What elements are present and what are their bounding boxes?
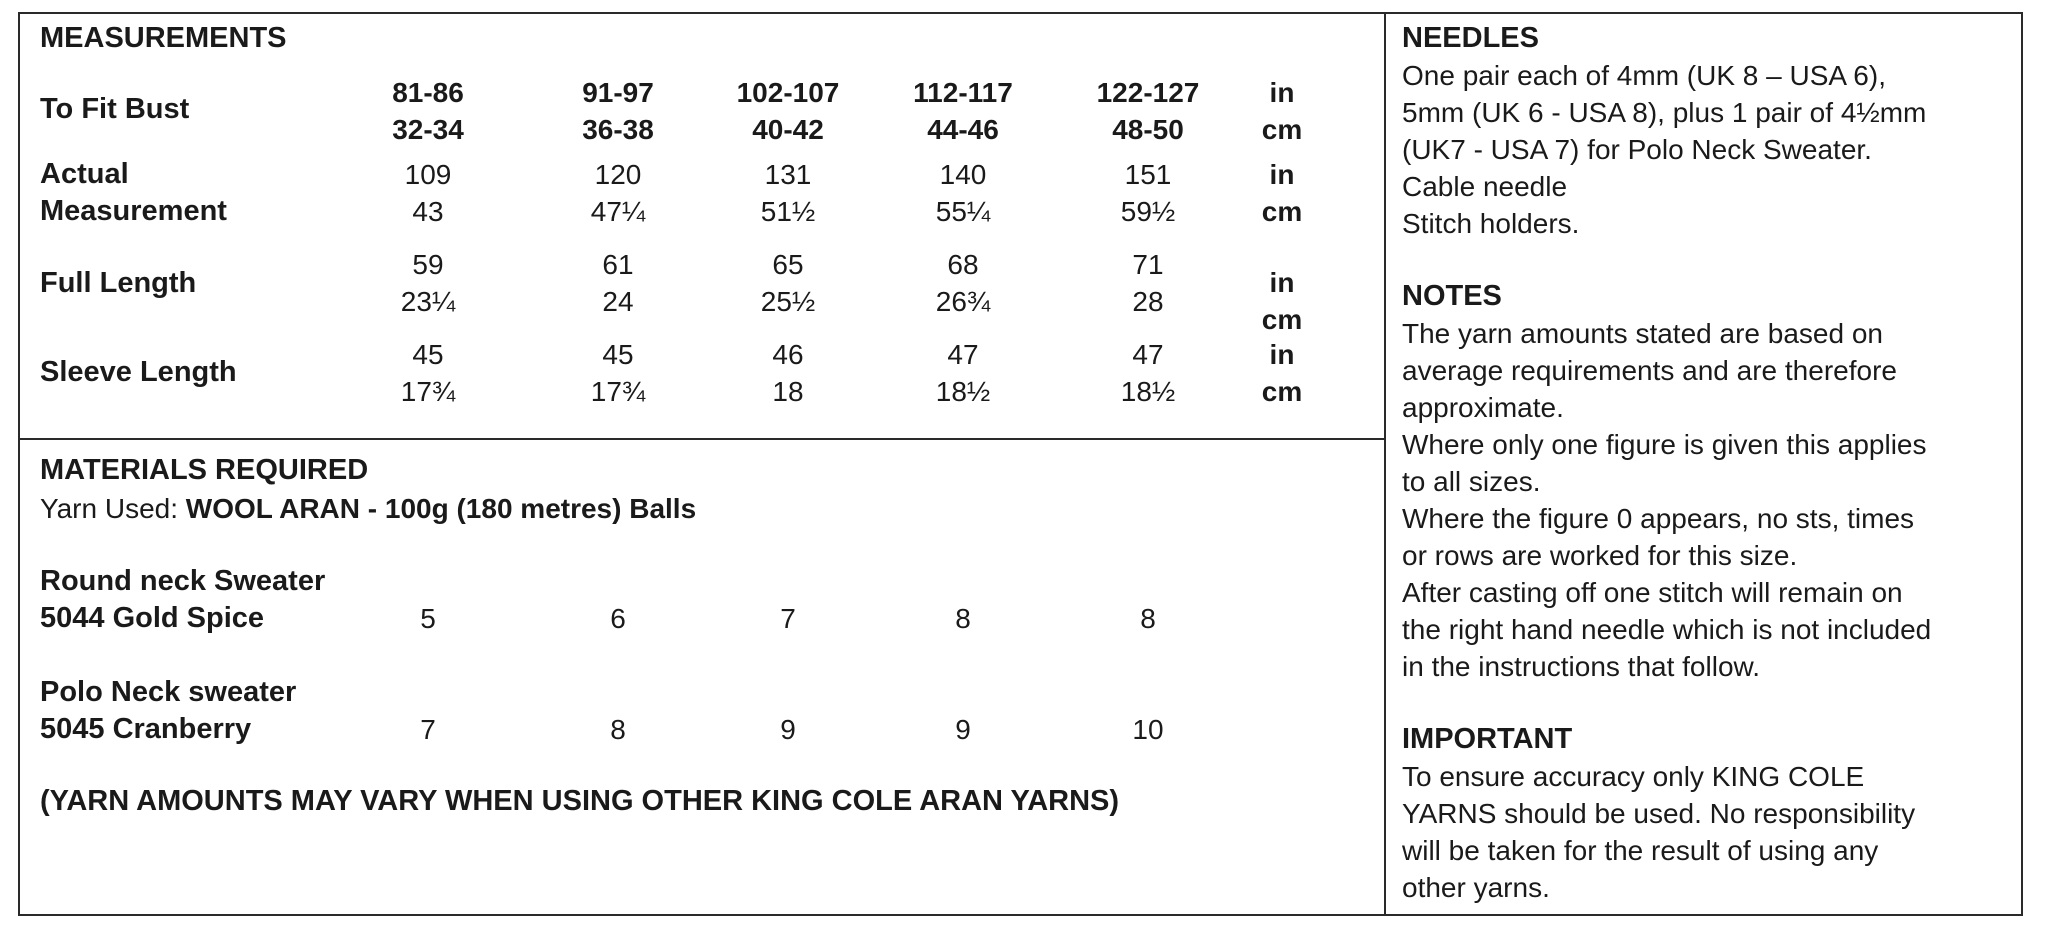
actual-size-4: 140 55¼ [935, 159, 991, 227]
row-label-full-length: Full Length [40, 267, 197, 299]
length-units: in cm [1261, 267, 1303, 335]
polo-neck-qty-1: 7 [420, 714, 436, 745]
round-neck-qty-2: 6 [610, 603, 626, 634]
column-divider [1384, 12, 1386, 916]
row-label-actual: Actual Measurement [40, 158, 227, 227]
bust-size-3: 102-107 40-42 [736, 77, 840, 145]
section-divider [18, 438, 1386, 440]
round-neck-qty-1: 5 [420, 603, 436, 634]
row-label-sleeve-length: Sleeve Length [40, 356, 237, 388]
length-size-5: 71 28 [1132, 249, 1164, 317]
item-label-polo-neck: Polo Neck sweater 5045 Cranberry [40, 676, 297, 745]
round-neck-qty-4: 8 [955, 603, 971, 634]
bust-size-2: 91-97 36-38 [582, 77, 654, 145]
sleeve-size-1: 45 17¾ [400, 339, 456, 407]
actual-size-1: 109 43 [404, 159, 452, 227]
yarn-used-name: WOOL ARAN - 100g (180 metres) Balls [185, 493, 697, 524]
polo-neck-qty-5: 10 [1132, 714, 1164, 745]
notes-line: Where the figure 0 appears, no sts, times [1402, 503, 1915, 534]
round-neck-qty-3: 7 [780, 603, 796, 634]
notes-line: Where only one figure is given this applies [1402, 429, 1927, 460]
length-size-3: 65 25½ [760, 249, 816, 317]
needles-title: NEEDLES [1402, 22, 1539, 54]
actual-size-3: 131 51½ [760, 159, 816, 227]
yarn-used-prefix: Yarn Used: [40, 493, 186, 524]
needles-line: Stitch holders. [1402, 208, 1580, 239]
sleeve-size-3: 46 18 [772, 339, 804, 407]
measurements-title: MEASUREMENTS [40, 22, 287, 54]
notes-line: The yarn amounts stated are based on [1402, 318, 1883, 349]
yarn-used-line [40, 490, 696, 527]
needles-line: (UK7 - USA 7) for Polo Neck Sweater. [1402, 134, 1872, 165]
bust-size-5: 122-127 48-50 [1096, 77, 1200, 145]
polo-neck-qty-2: 8 [610, 714, 626, 745]
actual-size-2: 120 47¼ [590, 159, 646, 227]
needles-line: One pair each of 4mm (UK 8 – USA 6), [1402, 60, 1886, 91]
notes-line: to all sizes. [1402, 466, 1541, 497]
notes-line: or rows are worked for this size. [1402, 540, 1798, 571]
round-neck-qty-5: 8 [1140, 603, 1156, 634]
materials-title: MATERIALS REQUIRED [40, 454, 369, 486]
length-size-4: 68 26¾ [935, 249, 991, 317]
sleeve-size-5: 47 18½ [1120, 339, 1176, 407]
sleeve-size-4: 47 18½ [935, 339, 991, 407]
yarn-amounts-note: (YARN AMOUNTS MAY VARY WHEN USING OTHER KING COLE ARAN YARNS) [40, 785, 1120, 817]
row-label-bust: To Fit Bust [40, 93, 190, 125]
notes-line: average requirements and are therefore [1402, 355, 1897, 386]
important-line: To ensure accuracy only KING COLE [1402, 761, 1865, 792]
notes-line: approximate. [1402, 392, 1564, 423]
sleeve-size-2: 45 17¾ [590, 339, 646, 407]
important-line: YARNS should be used. No responsibility [1402, 798, 1916, 829]
actual-units: in cm [1261, 159, 1303, 227]
notes-line: in the instructions that follow. [1402, 651, 1760, 682]
needles-line: Cable needle [1402, 171, 1568, 202]
sleeve-units: in cm [1261, 339, 1303, 407]
actual-size-5: 151 59½ [1120, 159, 1176, 227]
bust-size-1: 81-86 32-34 [392, 77, 464, 145]
notes-line: After casting off one stitch will remain on [1402, 577, 1903, 608]
notes-title: NOTES [1402, 280, 1502, 312]
polo-neck-qty-4: 9 [955, 714, 971, 745]
right-column [1402, 20, 2022, 906]
needles-line: 5mm (UK 6 - USA 8), plus 1 pair of 4½mm [1402, 97, 1927, 128]
important-line: other yarns. [1402, 872, 1550, 903]
bust-units: in cm [1261, 77, 1303, 145]
important-line: will be taken for the result of using any [1402, 835, 1879, 866]
notes-line: the right hand needle which is not included [1402, 614, 1932, 645]
length-size-1: 59 23¼ [400, 249, 456, 317]
item-label-round-neck: Round neck Sweater 5044 Gold Spice [40, 565, 326, 634]
length-size-2: 61 24 [602, 249, 634, 317]
important-title: IMPORTANT [1402, 723, 1573, 755]
bust-size-4: 112-117 44-46 [913, 77, 1013, 145]
polo-neck-qty-3: 9 [780, 714, 796, 745]
